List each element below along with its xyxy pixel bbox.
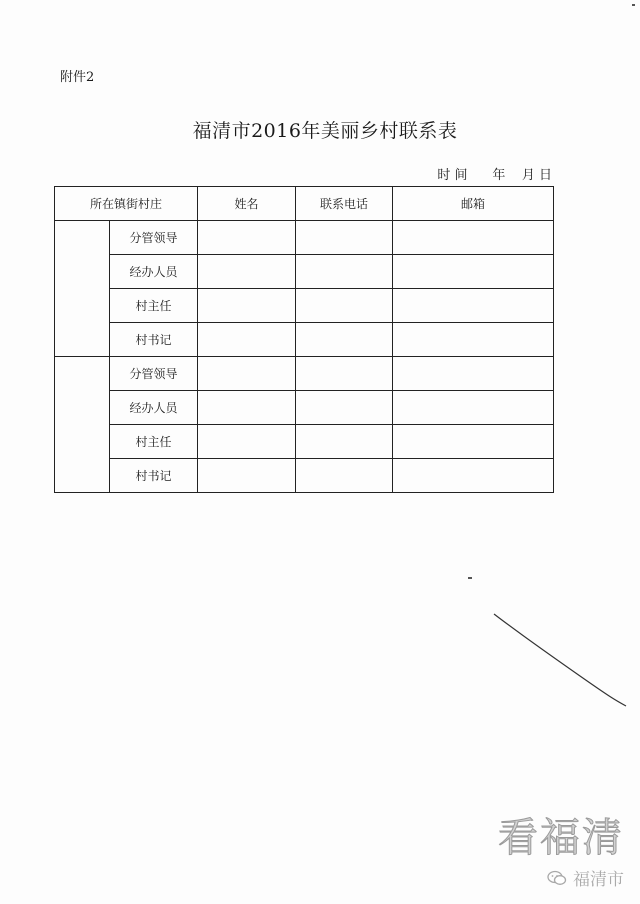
email-cell[interactable] xyxy=(393,391,554,425)
phone-cell[interactable] xyxy=(296,323,393,357)
header-village: 所在镇街村庄 xyxy=(55,187,198,221)
email-cell[interactable] xyxy=(393,459,554,493)
watermark xyxy=(498,806,624,890)
village-cell[interactable] xyxy=(55,221,110,357)
header-name: 姓名 xyxy=(198,187,296,221)
scan-speck xyxy=(632,4,635,6)
header-email: 邮箱 xyxy=(393,187,554,221)
table-row xyxy=(55,425,554,459)
name-cell[interactable] xyxy=(198,323,296,357)
phone-cell[interactable] xyxy=(296,425,393,459)
name-cell[interactable] xyxy=(198,391,296,425)
scan-speck xyxy=(468,577,472,579)
table-row xyxy=(55,459,554,493)
table-row xyxy=(55,255,554,289)
email-cell[interactable] xyxy=(393,357,554,391)
name-cell[interactable] xyxy=(198,289,296,323)
phone-cell[interactable] xyxy=(296,391,393,425)
table-row xyxy=(55,357,554,391)
name-cell[interactable] xyxy=(198,459,296,493)
table-row xyxy=(55,221,554,255)
phone-cell[interactable] xyxy=(296,289,393,323)
name-cell[interactable] xyxy=(198,425,296,459)
phone-cell[interactable] xyxy=(296,357,393,391)
table-header-row xyxy=(55,187,554,221)
phone-cell[interactable] xyxy=(296,255,393,289)
role-cell: 村书记 xyxy=(110,459,198,493)
name-cell[interactable] xyxy=(198,255,296,289)
role-cell: 分管领导 xyxy=(110,221,198,255)
table-row xyxy=(55,391,554,425)
email-cell[interactable] xyxy=(393,221,554,255)
village-cell[interactable] xyxy=(55,357,110,493)
name-cell[interactable] xyxy=(198,221,296,255)
pen-stroke xyxy=(490,600,630,710)
watermark-caption: 福清市 xyxy=(573,870,624,890)
role-cell: 村主任 xyxy=(110,289,198,323)
watermark-brand: 看福清 xyxy=(498,815,624,861)
date-line: 时 间 年 月 日 xyxy=(437,168,552,183)
role-cell: 村主任 xyxy=(110,425,198,459)
email-cell[interactable] xyxy=(393,289,554,323)
email-cell[interactable] xyxy=(393,425,554,459)
name-cell[interactable] xyxy=(198,357,296,391)
watermark-caption-row xyxy=(498,865,624,890)
phone-cell[interactable] xyxy=(296,221,393,255)
attachment-label: 附件2 xyxy=(60,70,95,85)
wechat-icon xyxy=(547,870,567,886)
table-row xyxy=(55,289,554,323)
contact-table xyxy=(54,186,554,493)
header-phone: 联系电话 xyxy=(296,187,393,221)
role-cell: 村书记 xyxy=(110,323,198,357)
email-cell[interactable] xyxy=(393,255,554,289)
document-title: 福清市2016年美丽乡村联系表 xyxy=(192,120,458,142)
email-cell[interactable] xyxy=(393,323,554,357)
role-cell: 经办人员 xyxy=(110,391,198,425)
table-row xyxy=(55,323,554,357)
role-cell: 分管领导 xyxy=(110,357,198,391)
role-cell: 经办人员 xyxy=(110,255,198,289)
phone-cell[interactable] xyxy=(296,459,393,493)
